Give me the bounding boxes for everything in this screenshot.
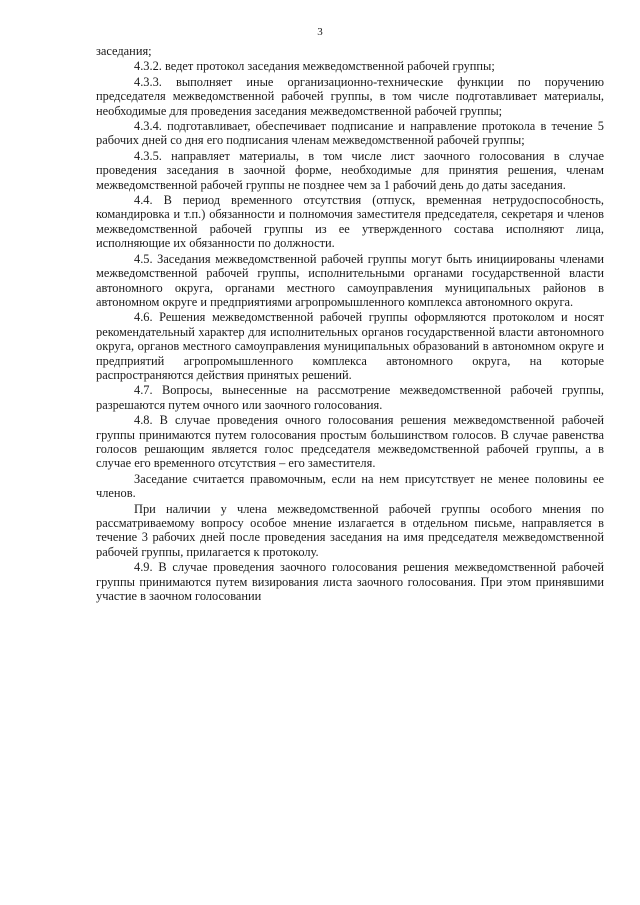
paragraph-4-6: 4.6. Решения межведомственной рабочей группы оформляются протоколом и носят рекомендательный характер для исполнительных органов государственной власти автономного округа, органов местного самоуправления муниципальных образований в автономном округе и предприятий агропромышленного комплекса автономного округа, на которые распространяются действия принятых решений.: [96, 310, 604, 382]
paragraph-quorum: Заседание считается правомочным, если на нем присутствует не менее половины ее членов.: [96, 471, 604, 501]
paragraph-4-3-5: 4.3.5. направляет материалы, в том числе лист заочного голосования в случае проведения заседания в заочной форме, необходимые для принятия решения, членам межведомственной рабочей группы не позднее чем за 1 рабочий день до даты заседания.: [96, 148, 604, 192]
paragraph-4-9: 4.9. В случае проведения заочного голосования решения межведомственной рабочей группы принимаются путем визирования листа заочного голосования. При этом принявшими участие в заочном голосовании: [96, 560, 604, 604]
paragraph-4-3-3: 4.3.3. выполняет иные организационно-технические функции по поручению председателя межведомственной рабочей группы, в том числе подготавливает материалы, необходимые для проведения заседания межведомственной рабочей группы;: [96, 74, 604, 118]
page-number: 3: [317, 26, 323, 38]
paragraph-special-opinion: При наличии у члена межведомственной рабочей группы особого мнения по рассматриваемому вопросу особое мнение излагается в отдельном письме, направляется в течение 3 рабочих дней после проведения заседания на имя председателя межведомственной рабочей группы, прилагается к протоколу.: [96, 501, 604, 559]
paragraph-4-8: 4.8. В случае проведения очного голосования решения межведомственной рабочей группы принимаются путем голосования простым большинством голосов. В случае равенства голосов решающим является голос председателя межведомственной рабочей группы, а в случае его временного отсутствия – его заместителя.: [96, 413, 604, 471]
paragraph-4-3-2: 4.3.2. ведет протокол заседания межведомственной рабочей группы;: [134, 59, 495, 74]
paragraph-4-5: 4.5. Заседания межведомственной рабочей группы могут быть инициированы членами межведомственной рабочей группы, исполнительными органами государственной власти автономного округа, органами местного самоуправления муниципальных районов в автономном округе и предприятиями агропромышленного комплекса автономного округа.: [96, 251, 604, 309]
document-body: [96, 44, 604, 604]
paragraph-4-7: 4.7. Вопросы, вынесенные на рассмотрение межведомственной рабочей группы, разрешаются путем очного или заочного голосования.: [96, 383, 604, 412]
paragraph-continuation: заседания;: [96, 44, 152, 58]
paragraph-4-3-4: 4.3.4. подготавливает, обеспечивает подписание и направление протокола в течение 5 рабочих дней со дня его подписания членам межведомственной рабочей группы;: [96, 119, 604, 148]
paragraph-4-4: 4.4. В период временного отсутствия (отпуск, временная нетрудоспособность, командировка и т.п.) обязанности и полномочия заместителя председателя, секретаря и членов межведомственной рабочей группы из ее утвержденного состава исполняют лица, исполняющие их обязанности по должности.: [96, 193, 604, 251]
